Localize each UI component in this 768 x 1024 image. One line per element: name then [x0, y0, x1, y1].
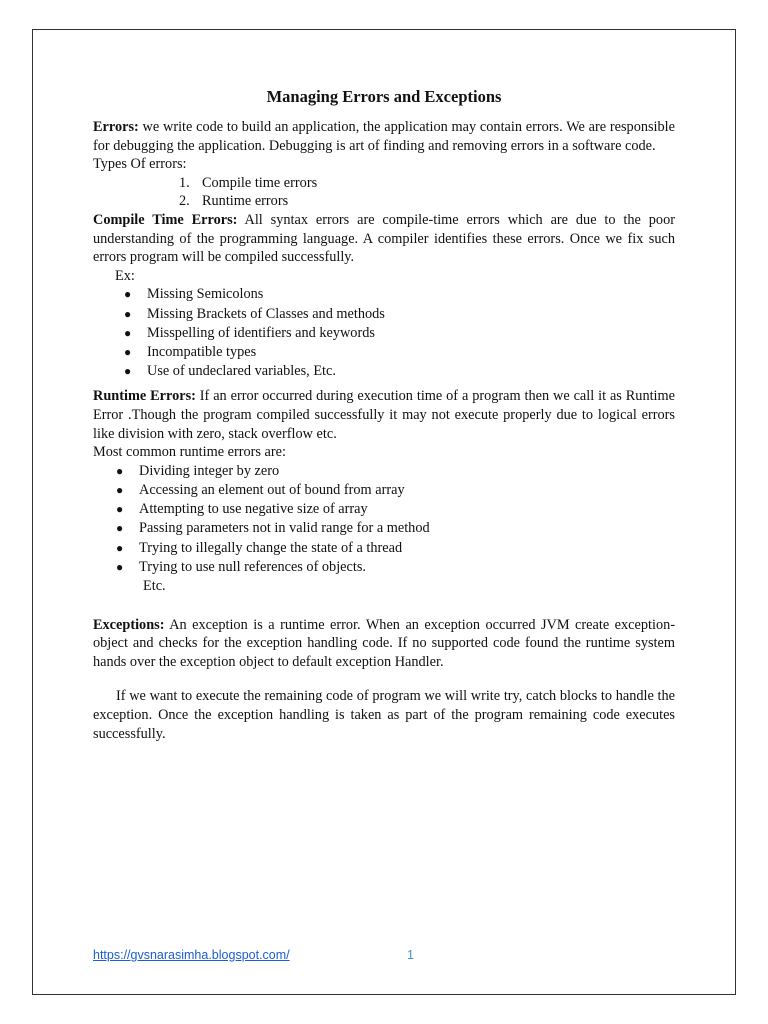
compile-time-text: All syntax errors are compile-time errors which are due to the poor understanding of the programming language. A compiler identifies these errors. Once we fix such errors program will be compiled successfully. — [93, 211, 675, 266]
runtime-text: If an error occurred during execution time of a program then we call it as Runtime Error .Though the program compiled successfully it may not execute properly due to logical errors like division with zero, stack overflow etc. — [93, 388, 675, 442]
runtime-examples-list — [93, 462, 675, 577]
bullet-icon: ● — [124, 364, 132, 379]
list-text: Misspelling of identifiers and keywords — [147, 324, 375, 341]
bullet-icon: ● — [124, 287, 132, 302]
list-text: Runtime errors — [202, 193, 289, 210]
list-item — [93, 324, 675, 343]
list-text: Missing Brackets of Classes and methods — [147, 305, 385, 322]
bullet-icon: ● — [116, 502, 124, 517]
bullet-icon: ● — [116, 521, 124, 536]
list-item — [93, 558, 675, 577]
list-item — [93, 539, 675, 558]
types-heading: Types Of errors: — [93, 156, 187, 173]
document-title: Managing Errors and Exceptions — [266, 87, 502, 106]
exceptions-paragraph-2: If we want to execute the remaining code of program we will write try, catch blocks to handle the exception. Once the exception handling is taken as part of the program remaining code executes successfully. — [93, 688, 675, 742]
list-text: Compile time errors — [202, 174, 318, 191]
bullet-icon: ● — [116, 463, 124, 478]
list-text: Trying to illegally change the state of a thread — [139, 539, 403, 556]
runtime-paragraph — [93, 387, 675, 443]
list-item — [93, 305, 675, 324]
list-number: 1. — [179, 174, 190, 191]
errors-text: we write code to build an application, the application may contain errors. We are responsible for debugging the application. Debugging is art of finding and removing errors in a software code. — [93, 119, 675, 154]
document-body — [93, 86, 675, 743]
list-item — [179, 174, 675, 193]
list-text: Use of undeclared variables, Etc. — [147, 363, 336, 380]
list-number: 2. — [179, 193, 190, 210]
exceptions-paragraph — [93, 616, 675, 672]
error-types-list — [93, 174, 675, 211]
bullet-icon: ● — [124, 344, 132, 359]
bullet-icon: ● — [116, 540, 124, 555]
list-item — [93, 500, 675, 519]
exceptions-text: An exception is a runtime error. When an exception occurred JVM create exception-object and checks for the exception handling code. If no supported code found the runtime system hands over the exception object to default exception Handler. — [93, 616, 675, 670]
list-text: Dividing integer by zero — [139, 462, 280, 479]
runtime-etc: Etc. — [143, 577, 166, 594]
compile-time-label: Compile Time Errors: — [93, 211, 238, 228]
errors-paragraph — [93, 118, 675, 155]
list-item — [93, 362, 675, 381]
bullet-icon: ● — [116, 559, 124, 574]
bullet-icon: ● — [124, 306, 132, 321]
list-text: Attempting to use negative size of array — [139, 501, 368, 518]
bullet-icon: ● — [116, 482, 124, 497]
list-text: Missing Semicolons — [147, 286, 264, 303]
list-text: Incompatible types — [147, 343, 257, 360]
bullet-icon: ● — [124, 325, 132, 340]
list-item — [93, 343, 675, 362]
list-item — [93, 462, 675, 481]
list-item — [93, 285, 675, 304]
list-item — [93, 519, 675, 538]
list-text: Trying to use null references of objects. — [139, 558, 366, 575]
compile-time-paragraph — [93, 211, 675, 267]
list-item — [93, 481, 675, 500]
runtime-label: Runtime Errors: — [93, 388, 196, 405]
runtime-common-heading: Most common runtime errors are: — [93, 444, 286, 461]
page-number: 1 — [407, 948, 414, 962]
compile-examples-list — [93, 285, 675, 381]
list-text: Passing parameters not in valid range for a method — [139, 520, 430, 537]
exceptions-label: Exceptions: — [93, 616, 165, 633]
footer-link[interactable]: https://gvsnarasimha.blogspot.com/ — [93, 948, 290, 962]
list-item — [179, 192, 675, 211]
ex-label: Ex: — [115, 267, 135, 284]
list-text: Accessing an element out of bound from array — [139, 481, 405, 498]
errors-label: Errors: — [93, 119, 139, 135]
